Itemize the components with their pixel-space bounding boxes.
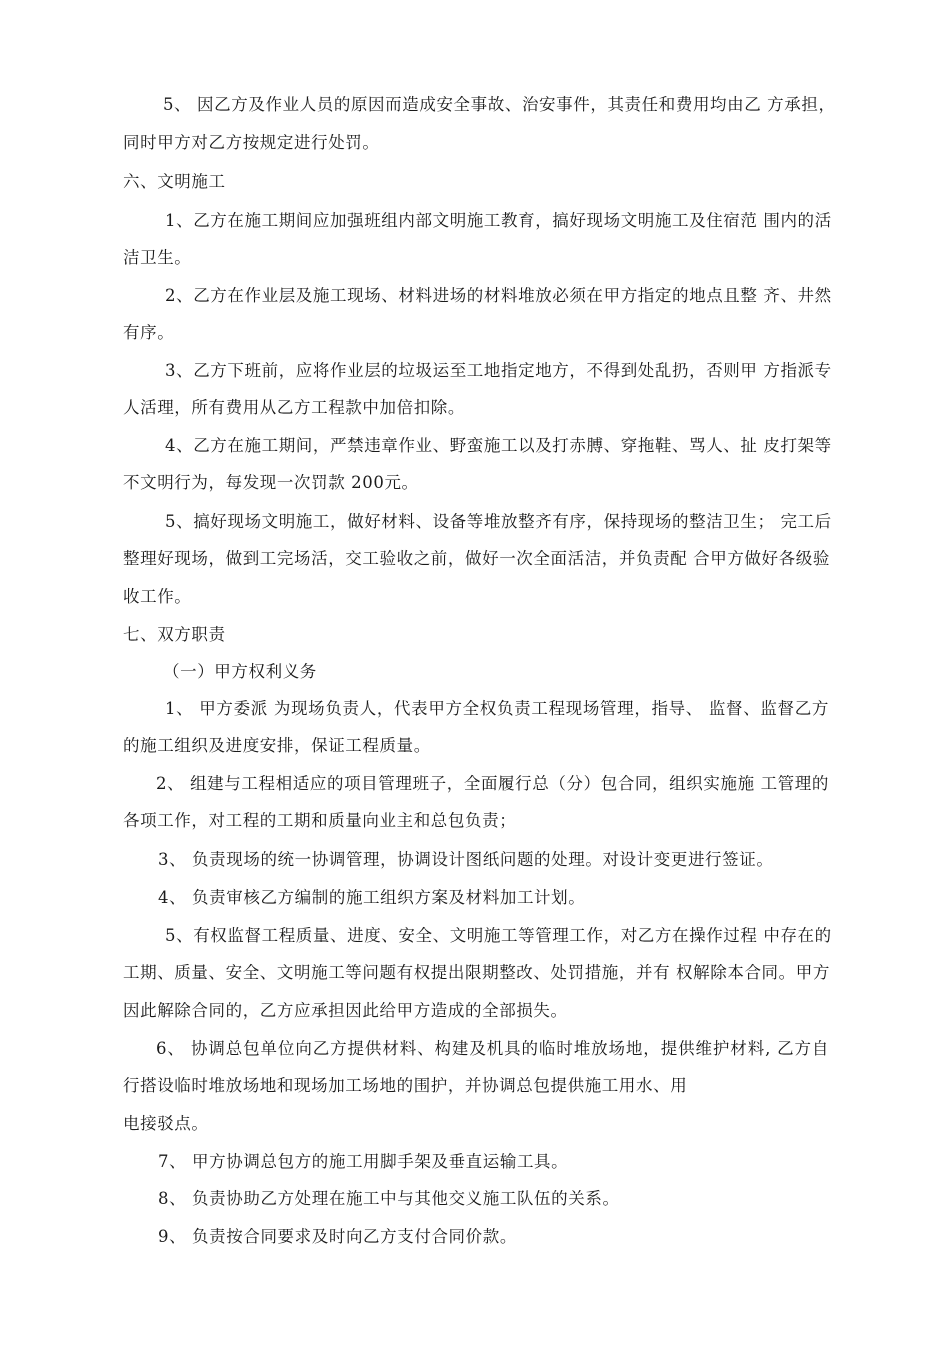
paragraph-line: 的施工组织及进度安排，保证工程质量。: [123, 736, 431, 755]
paragraph-line: 各项工作，对工程的工期和质量向业主和总包负责；: [123, 811, 517, 830]
paragraph-line: 洁卫生。: [123, 248, 192, 267]
paragraph-line: 1、乙方在施工期间应加强班组内部文明施工教育，搞好现场文明施工及住宿范 围内的活: [165, 211, 832, 230]
paragraph-line: 整理好现场，做到工完场活，交工验收之前，做好一次全面活洁，并负责配 合甲方做好各级验: [123, 549, 830, 568]
paragraph-line: 5、搞好现场文明施工，做好材料、设备等堆放整齐有序，保持现场的整洁卫生； 完工后: [165, 512, 832, 531]
paragraph-line: 电接驳点。: [123, 1114, 209, 1133]
subsection-heading: （一）甲方权利义务: [163, 662, 317, 681]
paragraph-line: 4、乙方在施工期间，严禁违章作业、野蛮施工以及打赤膊、穿拖鞋、骂人、扯 皮打架等: [165, 436, 832, 455]
paragraph-line: 2、 组建与工程相适应的项目管理班子，全面履行总（分）包合同，组织实施施 工管理的: [156, 774, 829, 793]
paragraph-line: 人活理，所有费用从乙方工程款中加倍扣除。: [123, 398, 465, 417]
paragraph-line: 9、 负责按合同要求及时向乙方支付合同价款。: [158, 1227, 517, 1246]
paragraph-line: 5、有权监督工程质量、进度、安全、文明施工等管理工作，对乙方在操作过程 中存在的: [165, 926, 832, 945]
paragraph-line: 不文明行为，每发现一次罚款 200元。: [123, 473, 419, 492]
paragraph-line: 6、 协调总包单位向乙方提供材料、构建及机具的临时堆放场地，提供维护材料, 乙方自: [156, 1039, 829, 1058]
paragraph-line: 工期、质量、安全、文明施工等问题有权提出限期整改、处罚措施，并有 权解除本合同。甲方: [123, 963, 830, 982]
section-heading: 七、双方职责: [123, 625, 226, 644]
paragraph-line: 4、 负责审核乙方编制的施工组织方案及材料加工计划。: [158, 888, 586, 907]
paragraph-line: 8、 负责协助乙方处理在施工中与其他交义施工队伍的关系。: [158, 1189, 620, 1208]
paragraph-line: 7、 甲方协调总包方的施工用脚手架及垂直运输工具。: [158, 1152, 569, 1171]
paragraph-line: 3、 负责现场的统一协调管理，协调设计图纸问题的处理。对设计变更进行签证。: [158, 850, 774, 869]
paragraph-line: 2、乙方在作业层及施工现场、材料进场的材料堆放必须在甲方指定的地点且整 齐、井然: [165, 286, 832, 305]
paragraph-line: 有序。: [123, 323, 175, 342]
paragraph-line: 5、 因乙方及作业人员的原因而造成安全事故、治安事件，其责任和费用均由乙 方承担，: [163, 95, 836, 114]
paragraph-line: 同时甲方对乙方按规定进行处罚。: [123, 133, 380, 152]
paragraph-line: 1、 甲方委派 为现场负责人，代表甲方全权负责工程现场管理，指导、 监督、监督乙方: [165, 699, 829, 718]
section-heading: 六、文明施工: [123, 172, 226, 191]
paragraph-line: 行搭设临时堆放场地和现场加工场地的围护，并协调总包提供施工用水、用: [123, 1076, 688, 1095]
paragraph-line: 收工作。: [123, 587, 192, 606]
paragraph-line: 因此解除合同的，乙方应承担因此给甲方造成的全部损失。: [123, 1001, 568, 1020]
paragraph-line: 3、乙方下班前，应将作业层的垃圾运至工地指定地方，不得到处乱扔，否则甲 方指派专: [165, 361, 832, 380]
